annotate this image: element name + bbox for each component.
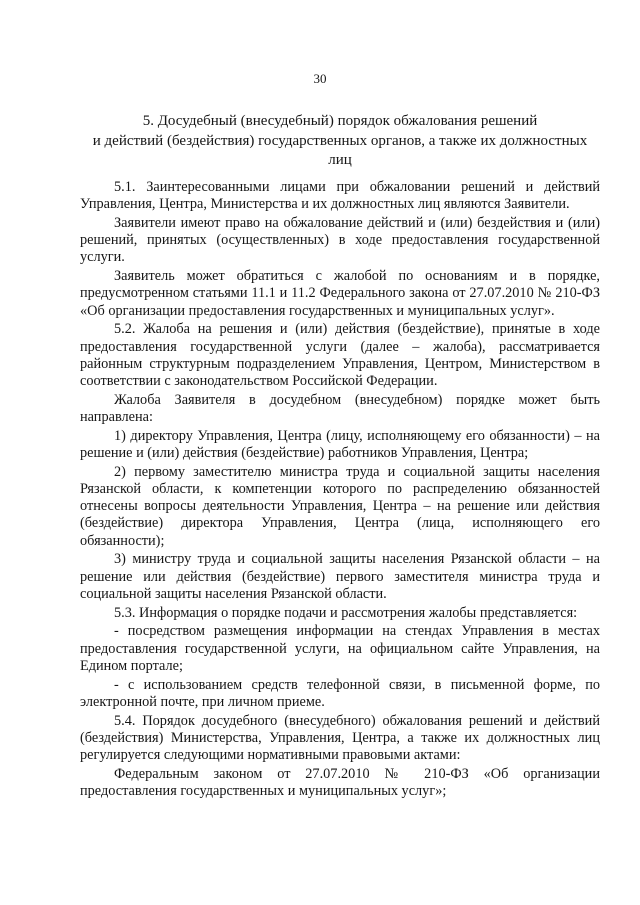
list-item-2: 2) первому заместителю министра труда и социальной защиты населения Рязанской области, к компетенции которого по распределению обязанностей отнесены вопросы деятельности Управления, Центра – на решение или действия (бездействие) директора Управления, Центра (лица, исполняющего его обязанности); <box>80 463 600 549</box>
paragraph-complaint-direction: Жалоба Заявителя в досудебном (внесудебном) порядке может быть направлена: <box>80 391 600 426</box>
list-item-phone: - с использованием средств телефонной связи, в письменной форме, по электронной почте, при личном приеме. <box>80 676 600 710</box>
paragraph-5-2: 5.2. Жалоба на решения и (или) действия (бездействие), принятые в ходе предоставления государственной услуги (далее – жалоба), рассматривается районным структурным подразделением Управления, Центром, Министерством в соответствии с законодательством Российской Федерации. <box>80 321 600 390</box>
paragraph-5-3: 5.3. Информация о порядке подачи и рассмотрения жалобы представляется: <box>114 604 578 621</box>
section-heading <box>80 112 600 171</box>
paragraph-complaint-grounds: Заявитель может обратиться с жалобой по основаниям и в порядке, предусмотренном статьями 11.1 и 11.2 Федерального закона от 27.07.2010 № 210-ФЗ «Об организации предоставления государственных и муниципальных услуг». <box>80 268 600 319</box>
list-item-stands: - посредством размещения информации на стендах Управления в местах предоставления государственной услуги, на официальном сайте Управления, на Едином портале; <box>80 623 600 674</box>
heading-line-1: 5. Досудебный (внесудебный) порядок обжалования решений <box>142 113 538 129</box>
heading-line-3: лиц <box>328 152 352 168</box>
section-body <box>80 179 600 800</box>
list-item-1: 1) директору Управления, Центра (лицу, исполняющему его обязанности) – на решение и (или) действия (бездействие) работников Управления, Центра; <box>80 427 600 462</box>
list-item-3: 3) министру труда и социальной защиты населения Рязанской области – на решение или действия (бездействие) первого заместителя министра труда и социальной защиты населения Рязанской области. <box>80 551 600 602</box>
paragraph-appeal-rights: Заявители имеют право на обжалование действий и (или) бездействия и (или) решений, принятых (осуществленных) в ходе предоставления государственной услуги. <box>80 215 600 266</box>
paragraph-5-4: 5.4. Порядок досудебного (внесудебного) обжалования решений и действий (бездействия) Министерства, Управления, Центра, а также их должностных лиц регулируется следующими нормативными правовыми актами: <box>80 712 600 764</box>
paragraph-5-1: 5.1. Заинтересованными лицами при обжаловании решений и действий Управления, Центра, Министерства и их должностных лиц являются Заявители. <box>80 179 600 213</box>
paragraph-federal-law: Федеральным законом от 27.07.2010 № 210-ФЗ «Об организации предоставления государственных и муниципальных услуг»; <box>80 765 600 800</box>
heading-line-2: и действий (бездействия) государственных органов, а также их должностных <box>92 132 588 149</box>
page-number: 30 <box>313 71 327 86</box>
